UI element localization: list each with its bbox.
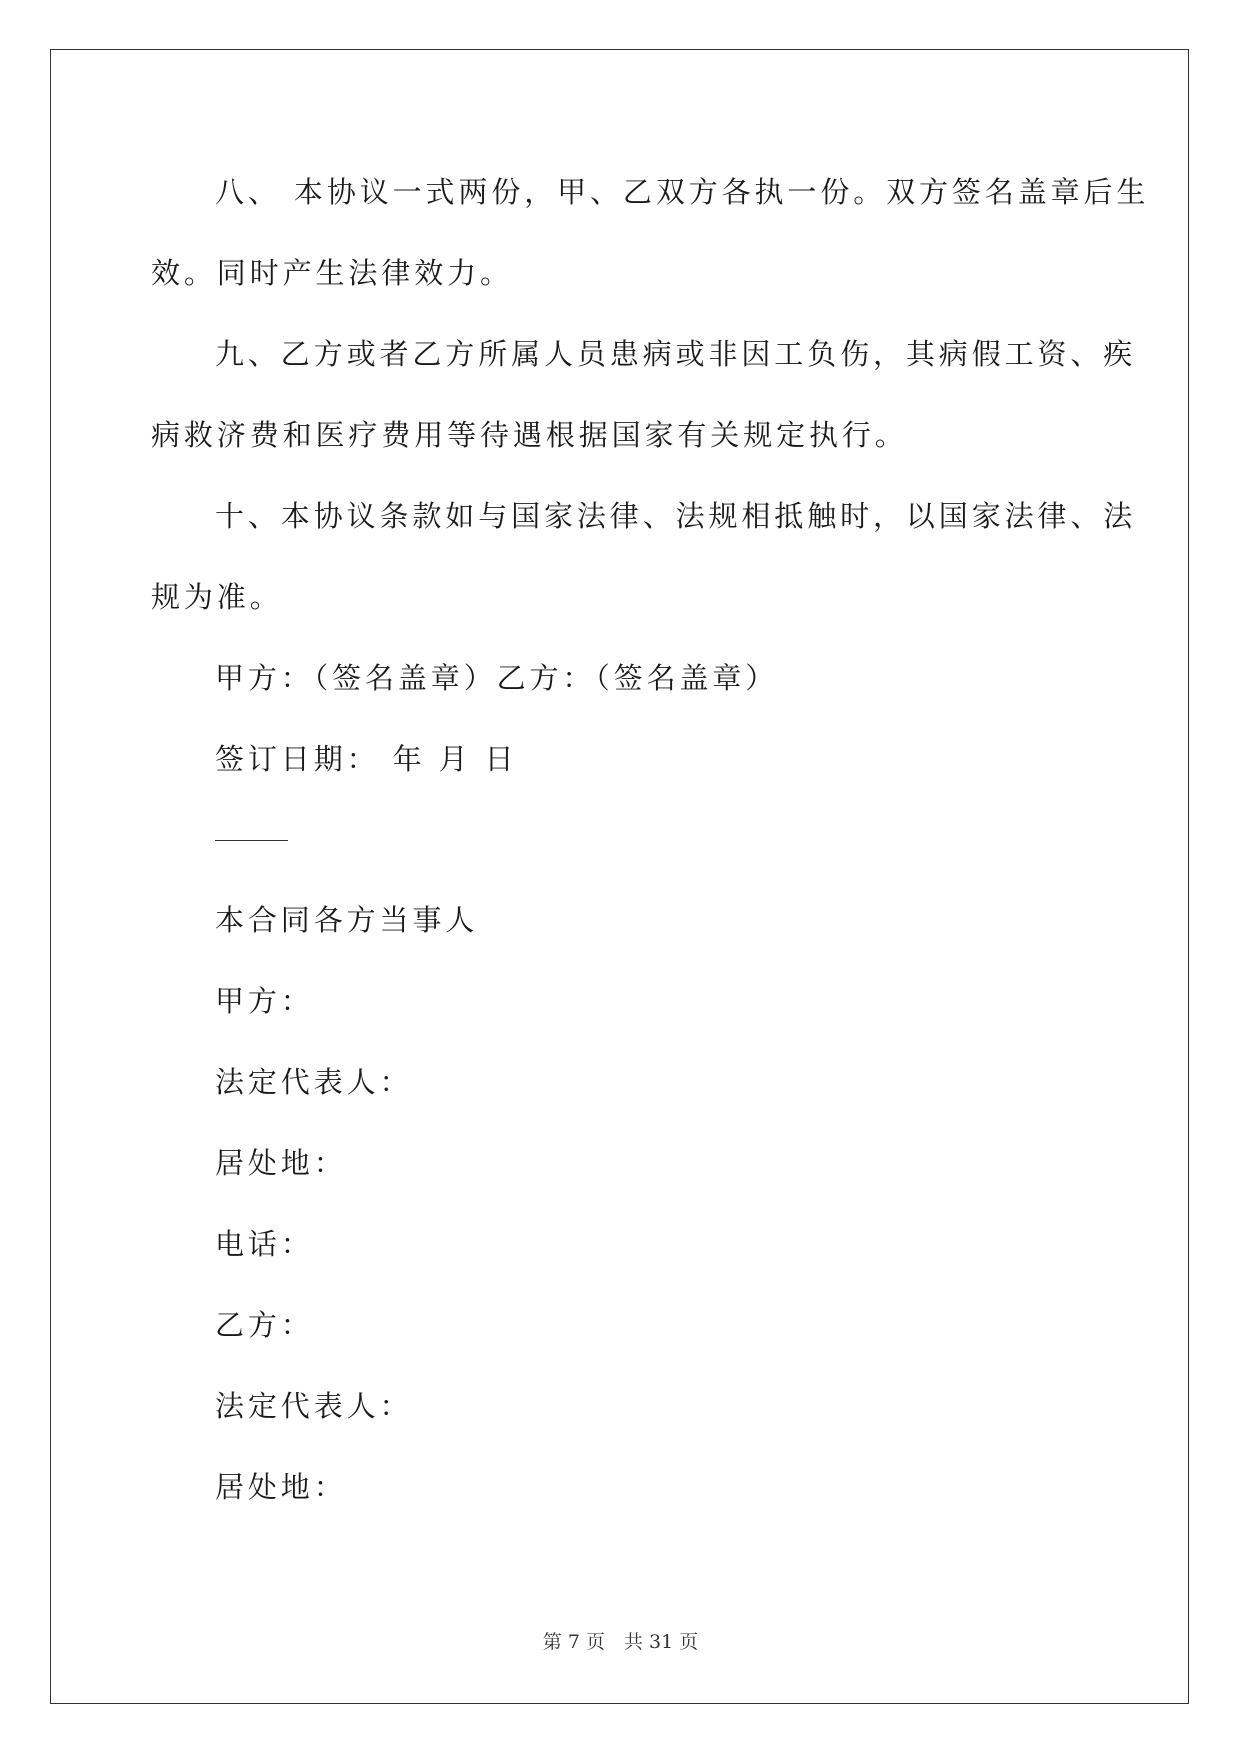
signing-date-line: 签订日期： 年 月 日 bbox=[215, 742, 518, 776]
clause-10-line-1: 十、本协议条款如与国家法律、法规相抵触时，以国家法律、法 bbox=[215, 499, 1137, 533]
parties-heading: 本合同各方当事人 bbox=[215, 903, 479, 937]
section-separator bbox=[215, 840, 288, 841]
party-b-representative-label: 法定代表人： bbox=[215, 1389, 413, 1423]
page-border bbox=[50, 49, 1189, 1704]
party-a-representative-label: 法定代表人： bbox=[215, 1065, 413, 1099]
signature-line: 甲方：（签名盖章）乙方：（签名盖章） bbox=[215, 661, 779, 695]
party-b-label: 乙方： bbox=[215, 1308, 314, 1342]
party-a-address-label: 居处地： bbox=[215, 1146, 347, 1180]
party-a-label: 甲方： bbox=[215, 984, 314, 1018]
clause-9-line-1: 九、乙方或者乙方所属人员患病或非因工负伤，其病假工资、疾 bbox=[215, 337, 1137, 371]
clause-10-line-2: 规为准。 bbox=[151, 580, 283, 614]
page-number-footer: 第 7 页 共 31 页 bbox=[542, 1631, 699, 1653]
clause-8-line-1: 八、 本协议一式两份，甲、乙双方各执一份。双方签名盖章后生 bbox=[215, 175, 1150, 209]
clause-9-line-2: 病救济费和医疗费用等待遇根据国家有关规定执行。 bbox=[151, 418, 908, 452]
party-b-address-label: 居处地： bbox=[215, 1470, 347, 1504]
clause-8-line-2: 效。同时产生法律效力。 bbox=[151, 256, 513, 290]
party-a-phone-label: 电话： bbox=[215, 1227, 314, 1261]
